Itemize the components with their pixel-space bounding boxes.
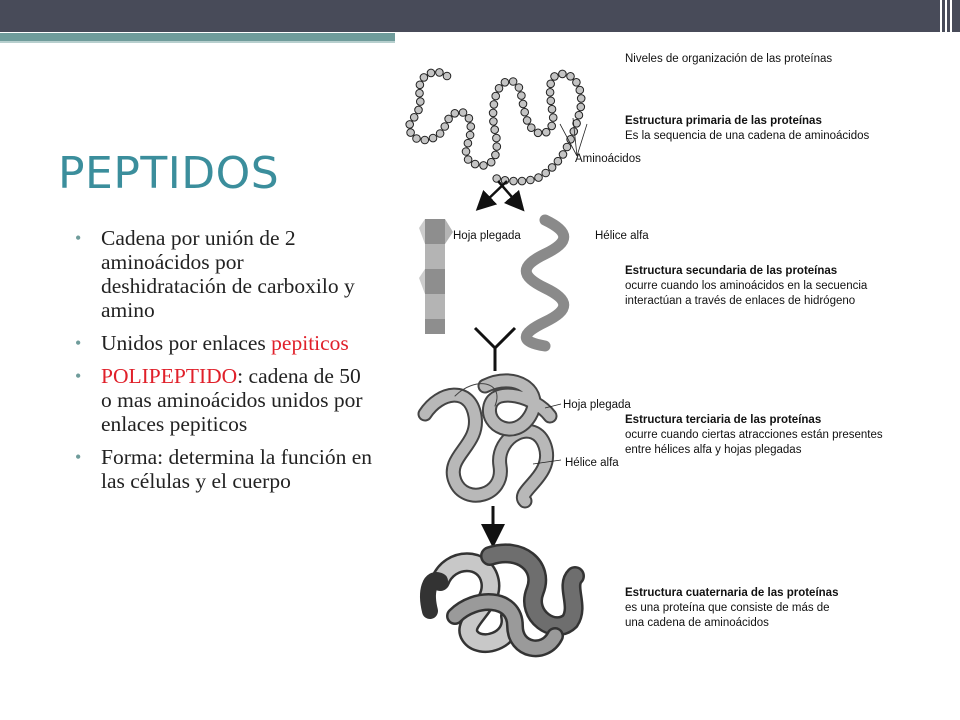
- quaternary-desc-line1: es una proteína que consiste de más de: [625, 602, 830, 614]
- amino-acid-bead: [577, 95, 585, 103]
- amino-acid-bead: [407, 129, 415, 137]
- merge-arrow: [475, 328, 515, 371]
- alpha-helix-shape: [526, 220, 564, 346]
- quaternary-desc-line2: una cadena de aminoácidos: [625, 617, 769, 629]
- amino-acid-bead: [471, 160, 479, 168]
- amino-acid-bead: [548, 122, 556, 130]
- amino-acid-bead: [451, 110, 459, 118]
- amino-acid-bead: [436, 69, 444, 77]
- amino-acid-bead: [551, 73, 559, 81]
- amino-acid-bead: [509, 78, 517, 86]
- tertiary-protein-shape: [425, 381, 550, 501]
- amino-acid-bead: [410, 114, 418, 122]
- amino-acid-bead: [549, 114, 557, 122]
- amino-acid-bead: [534, 129, 542, 137]
- tertiary-title: Estructura terciaria de las proteínas: [625, 414, 822, 426]
- amino-acid-bead: [493, 143, 501, 151]
- bullet-item: [74, 445, 374, 493]
- amino-acid-bead: [492, 151, 500, 159]
- amino-acid-bead: [493, 134, 501, 142]
- amino-acid-bead: [420, 74, 428, 82]
- amino-acid-bead: [535, 174, 543, 182]
- bullet-text: : cadena de 50 o mas aminoácidos unidos por enlaces pepiticos: [101, 364, 363, 436]
- amino-acid-bead: [576, 86, 584, 94]
- amino-acid-bead: [521, 108, 529, 116]
- amino-acid-bead: [490, 118, 498, 126]
- amino-acid-bead: [546, 89, 554, 97]
- amino-acid-bead: [528, 124, 536, 132]
- corner-decoration: [940, 0, 954, 40]
- amino-acid-bead: [467, 123, 475, 131]
- amino-acid-bead: [573, 79, 581, 87]
- amino-acid-bead: [490, 101, 498, 109]
- bullet-icon: •: [75, 366, 82, 386]
- amino-acid-bead: [417, 98, 425, 106]
- tertiary-desc-line1: ocurre cuando ciertas atracciones están presentes: [625, 429, 883, 441]
- amino-acid-bead: [510, 177, 518, 185]
- amino-acid-bead: [416, 89, 424, 97]
- amino-acid-bead: [575, 111, 583, 119]
- amino-acid-bead: [464, 139, 472, 147]
- bullet-icon: •: [75, 333, 82, 353]
- amino-acids-label: Aminoácidos: [575, 153, 641, 165]
- amino-acid-bead: [415, 106, 423, 114]
- amino-acid-bead: [464, 156, 472, 164]
- amino-acid-bead: [548, 164, 556, 172]
- amino-acid-bead: [465, 115, 473, 123]
- amino-acid-chain: [406, 69, 585, 185]
- amino-acid-bead: [548, 105, 556, 113]
- amino-acid-bead: [413, 135, 421, 143]
- amino-acid-bead: [427, 69, 435, 77]
- bullet-text: Unidos por enlaces: [101, 331, 272, 355]
- amino-acid-bead: [523, 117, 531, 125]
- protein-structure-figure: [395, 36, 960, 676]
- amino-acid-bead: [489, 109, 497, 117]
- amino-acid-bead: [443, 72, 451, 80]
- amino-acid-bead: [527, 176, 535, 184]
- bullet-icon: •: [75, 228, 82, 248]
- amino-acid-bead: [554, 157, 562, 165]
- tertiary-desc-line2: entre hélices alfa y hojas plegadas: [625, 444, 802, 456]
- amino-acid-bead: [563, 143, 571, 151]
- bullet-text: Cadena por unión de 2 aminoácidos por deshidratación de carboxilo y amino: [101, 226, 355, 322]
- amino-acid-bead: [547, 80, 555, 88]
- amino-acid-bead: [441, 123, 449, 131]
- amino-acid-bead: [518, 92, 526, 100]
- arrow-left: [483, 181, 507, 204]
- amino-acid-bead: [491, 126, 499, 134]
- accent-bar-thin: [0, 41, 395, 43]
- amino-acid-bead: [462, 148, 470, 156]
- amino-acid-bead: [542, 128, 550, 136]
- amino-acid-bead: [559, 151, 567, 159]
- tertiary-helix-label: Hélice alfa: [565, 457, 619, 469]
- amino-acid-bead: [480, 162, 488, 170]
- amino-acid-bead: [501, 79, 509, 87]
- bullet-item: [74, 364, 374, 436]
- quaternary-protein-shape: [428, 553, 575, 648]
- accent-bar: [0, 33, 395, 41]
- quaternary-title: Estructura cuaternaria de las proteínas: [625, 587, 839, 599]
- amino-acid-bead: [515, 84, 523, 92]
- pleated-sheet-shape: [419, 219, 453, 334]
- bullet-item: [74, 226, 374, 322]
- primary-desc: Es la sequencia de una cadena de aminoácidos: [625, 130, 870, 142]
- amino-acid-bead: [421, 136, 429, 144]
- amino-acid-bead: [559, 70, 567, 78]
- amino-acid-bead: [466, 131, 474, 139]
- secondary-desc-line1: ocurre cuando los aminoácidos en la secuencia: [625, 280, 868, 292]
- tertiary-sheet-label: Hoja plegada: [563, 399, 631, 411]
- figure-header: Niveles de organización de las proteínas: [625, 53, 833, 65]
- secondary-title: Estructura secundaria de las proteínas: [625, 265, 838, 277]
- amino-acid-bead: [577, 103, 585, 111]
- amino-acid-bead: [459, 109, 467, 117]
- sheet-label: Hoja plegada: [453, 230, 521, 242]
- amino-acid-bead: [567, 73, 575, 81]
- secondary-desc-line2: interactúan a través de enlaces de hidrógeno: [625, 295, 856, 307]
- amino-acid-bead: [547, 97, 555, 105]
- amino-acid-bead: [542, 169, 550, 177]
- amino-acid-bead: [429, 134, 437, 142]
- amino-acid-bead: [445, 115, 453, 123]
- amino-acid-bead: [492, 92, 500, 100]
- amino-acid-bead: [416, 81, 424, 89]
- primary-title: Estructura primaria de las proteínas: [625, 115, 822, 127]
- bullet-list: [74, 226, 374, 502]
- bullet-highlight: POLIPEPTIDO: [101, 364, 238, 388]
- slide-title: PEPTIDOS: [58, 148, 280, 199]
- helix-label: Hélice alfa: [595, 230, 649, 242]
- amino-acid-bead: [495, 85, 503, 93]
- amino-acid-bead: [436, 130, 444, 138]
- bullet-icon: •: [75, 447, 82, 467]
- amino-acid-bead: [518, 177, 526, 185]
- amino-acid-bead: [487, 158, 495, 166]
- amino-acid-bead: [406, 121, 414, 129]
- top-bar: [0, 0, 960, 32]
- bullet-item: [74, 331, 374, 355]
- bullet-text: Forma: determina la función en las células y el cuerpo: [101, 445, 373, 493]
- bullet-highlight: pepiticos: [271, 331, 349, 355]
- amino-acid-bead: [519, 100, 527, 108]
